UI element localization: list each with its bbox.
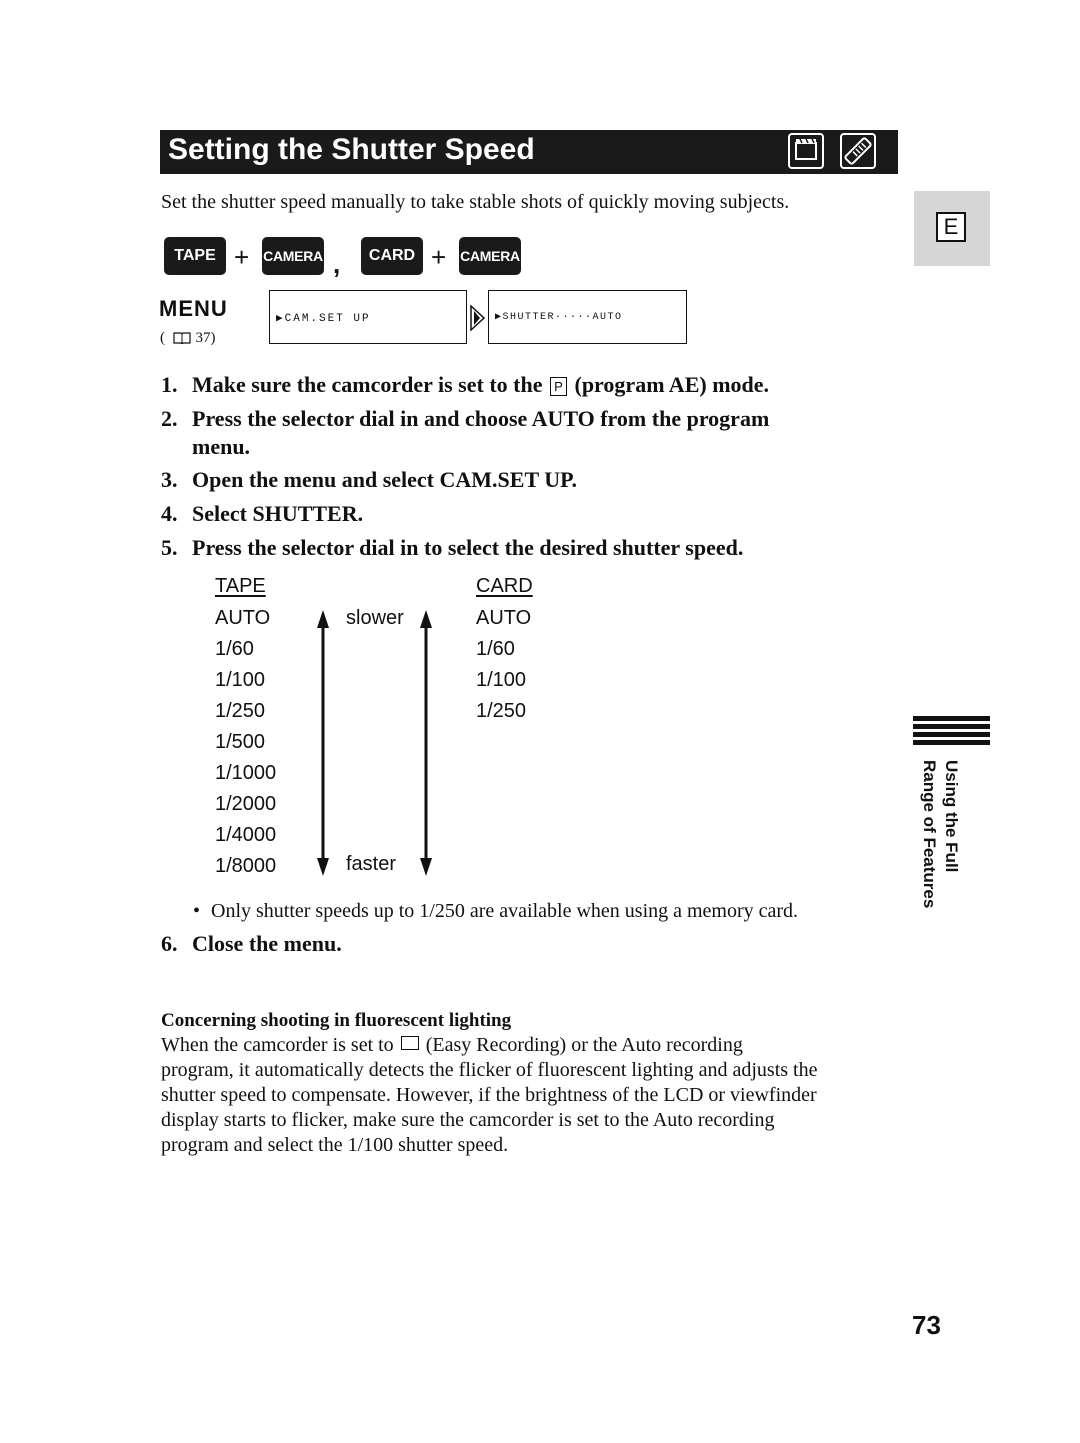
language-tab xyxy=(914,191,990,266)
note-bullet: • xyxy=(193,900,201,922)
language-letter: E xyxy=(936,212,966,242)
card-limit-note: Only shutter speeds up to 1/250 are available when using a memory card. xyxy=(211,900,799,922)
tape-speed: 1/500 xyxy=(215,731,266,753)
card-column-header: CARD xyxy=(476,575,533,597)
step-number: 4. xyxy=(161,501,178,526)
tape-speed: 1/60 xyxy=(215,638,254,660)
speed-range-arrow-left xyxy=(314,610,332,881)
ref-page: 37) xyxy=(195,330,216,346)
fluorescent-heading: Concerning shooting in fluorescent lighting xyxy=(161,1010,512,1031)
menu-item-camset xyxy=(276,311,371,325)
next-arrow-icon xyxy=(470,305,486,336)
camera-badge: CAMERA xyxy=(459,237,521,275)
faster-label: faster xyxy=(346,853,397,875)
step-number: 2. xyxy=(161,406,178,431)
line-1-after: (Easy Recording) or the Auto recording xyxy=(425,1034,743,1056)
tape-speed: AUTO xyxy=(215,607,271,629)
card-speed: 1/100 xyxy=(476,669,527,691)
line-1-before: When the camcorder is set to xyxy=(161,1034,394,1056)
step-number: 1. xyxy=(161,372,178,397)
fluorescent-line-2: program, it automatically detects the flicker of fluorescent lighting and adjusts the xyxy=(161,1059,818,1081)
comma-separator: , xyxy=(333,249,341,279)
page-title: Setting the Shutter Speed xyxy=(168,133,535,166)
tape-speed: 1/100 xyxy=(215,669,266,691)
section-bar xyxy=(913,724,990,729)
tape-speed: 1/4000 xyxy=(215,824,277,846)
menu-item-text: CAM.SET UP xyxy=(284,313,371,325)
section-label xyxy=(918,760,962,908)
step-2-line-1: Press the selector dial in and choose AUTO from the program xyxy=(192,406,770,431)
menu-screen-camset xyxy=(269,290,467,344)
section-label-line-2: Range of Features xyxy=(920,760,939,909)
slower-label: slower xyxy=(346,607,404,629)
book-icon xyxy=(173,331,191,349)
tape-column-header: TAPE xyxy=(215,575,266,597)
step-number: 3. xyxy=(161,467,178,492)
card-speed: AUTO xyxy=(476,607,532,629)
camera-badge: CAMERA xyxy=(262,237,324,275)
section-bar xyxy=(913,716,990,721)
section-label-line-1: Using the Full xyxy=(942,760,961,873)
card-badge: CARD xyxy=(361,237,423,275)
fluorescent-line-1 xyxy=(161,1034,743,1057)
step-5-text: Press the selector dial in to select the desired shutter speed. xyxy=(192,535,744,560)
plus-sign: + xyxy=(431,242,447,272)
menu-label: MENU xyxy=(159,296,228,321)
movie-mode-icon xyxy=(788,133,824,169)
fluorescent-line-3: shutter speed to compensate. However, if the brightness of the LCD or viewfinder xyxy=(161,1084,817,1106)
pointer-icon: ▶ xyxy=(495,312,503,323)
menu-item-shutter xyxy=(495,311,623,323)
step-1-text xyxy=(192,372,769,398)
step-3-text: Open the menu and select CAM.SET UP. xyxy=(192,467,578,492)
step-number: 6. xyxy=(161,931,178,956)
title-bar xyxy=(160,130,898,174)
tape-badge: TAPE xyxy=(164,237,226,275)
ref-open: ( xyxy=(160,330,165,346)
step-2-line-2: menu. xyxy=(192,434,251,459)
card-speed: 1/60 xyxy=(476,638,515,660)
step-6-text: Close the menu. xyxy=(192,931,342,956)
section-bar xyxy=(913,732,990,737)
remote-control-icon xyxy=(840,133,876,169)
step-4-text: Select SHUTTER. xyxy=(192,501,364,526)
tape-speed: 1/250 xyxy=(215,700,266,722)
fluorescent-line-5: program and select the 1/100 shutter speed. xyxy=(161,1134,509,1156)
tape-speed: 1/2000 xyxy=(215,793,277,815)
tape-speed: 1/1000 xyxy=(215,762,277,784)
step-1-text-before: Make sure the camcorder is set to the xyxy=(192,372,543,397)
speed-range-arrow-right xyxy=(417,610,435,881)
easy-recording-icon xyxy=(401,1036,419,1050)
page-reference xyxy=(160,330,216,349)
menu-item-text: SHUTTER·····AUTO xyxy=(502,312,623,323)
intro-text: Set the shutter speed manually to take stable shots of quickly moving subjects. xyxy=(161,191,790,213)
pointer-icon: ▶ xyxy=(276,313,285,325)
plus-sign: + xyxy=(234,242,250,272)
tape-speed: 1/8000 xyxy=(215,855,277,877)
section-bar xyxy=(913,740,990,745)
fluorescent-line-4: display starts to flicker, make sure the camcorder is set to the Auto recording xyxy=(161,1109,775,1131)
page-number: 73 xyxy=(912,1310,941,1340)
step-number: 5. xyxy=(161,535,178,560)
step-1-text-after: (program AE) mode. xyxy=(574,372,770,397)
card-speed: 1/250 xyxy=(476,700,527,722)
program-ae-icon: P xyxy=(550,377,567,396)
menu-screen-shutter xyxy=(488,290,687,344)
